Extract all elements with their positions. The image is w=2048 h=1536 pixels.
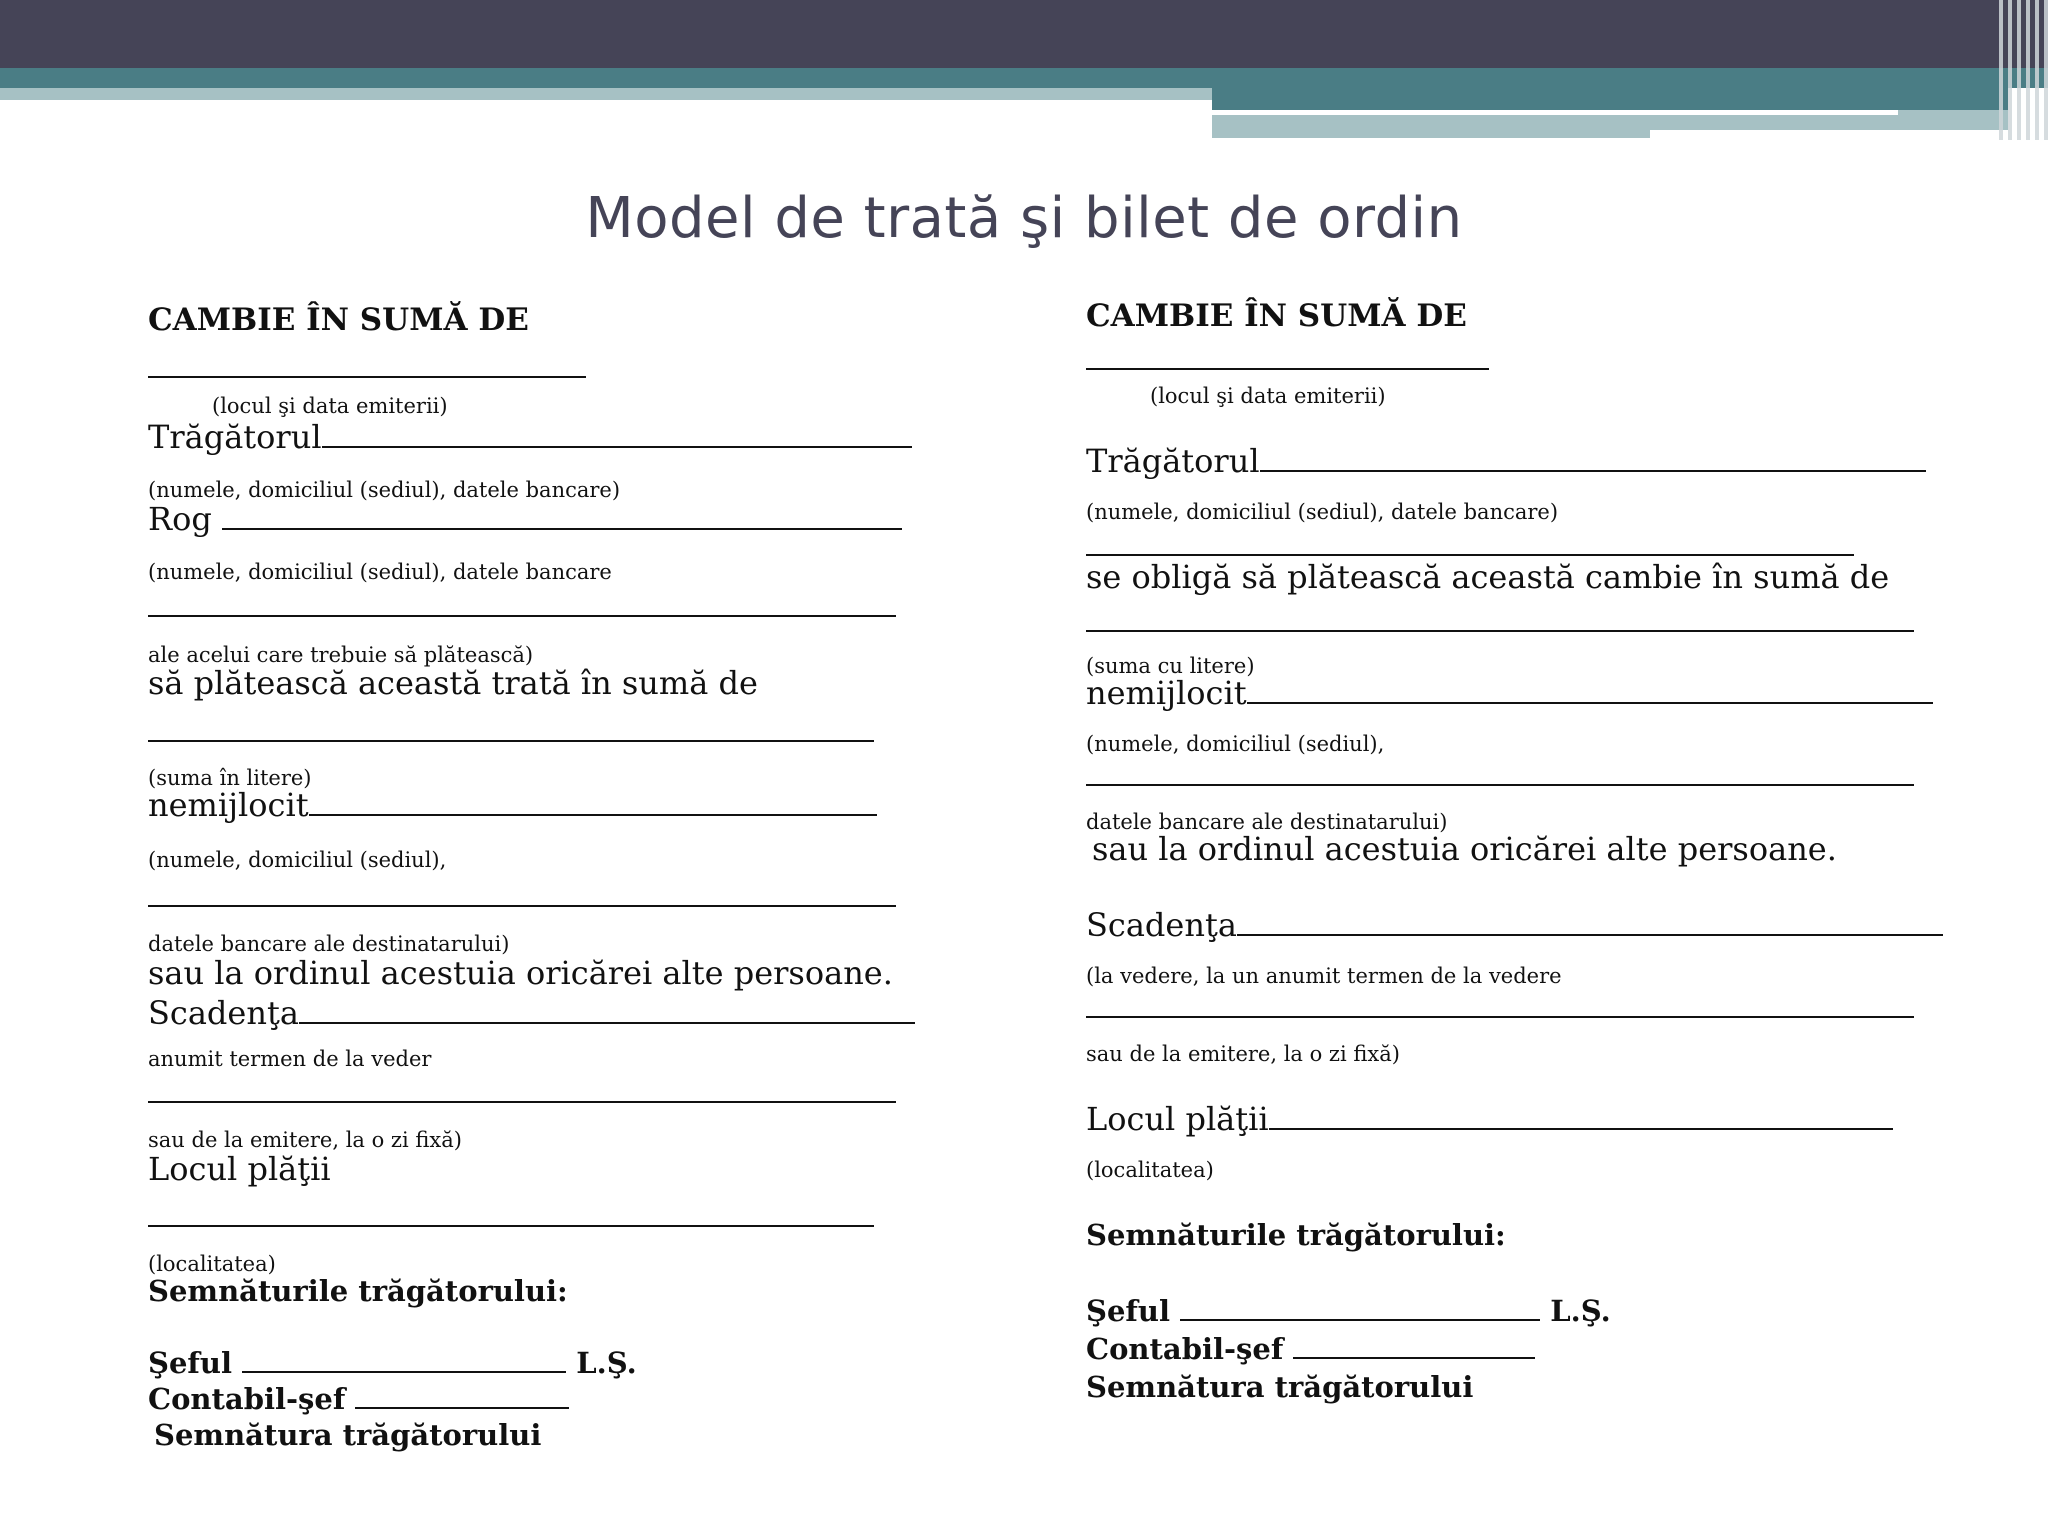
left-amount-line bbox=[148, 740, 874, 742]
header-band-right-teal bbox=[1212, 88, 2008, 110]
left-chief-row bbox=[148, 1346, 637, 1380]
slide-title: Model de trată şi bilet de ordin bbox=[585, 186, 1463, 251]
left-place-label: Locul plăţii bbox=[148, 1150, 331, 1188]
left-payee-hint: (numele, domiciliul (sediul), bbox=[148, 848, 447, 872]
right-place-date-hint: (locul şi data emiterii) bbox=[1150, 384, 1386, 408]
left-drawer-row bbox=[148, 418, 912, 456]
left-payer-hint-2: ale acelui care trebuie să plătească) bbox=[148, 643, 534, 667]
left-rog-label: Rog bbox=[148, 500, 212, 538]
left-drawer-label: Trăgătorul bbox=[148, 418, 322, 456]
right-place-hint: (localitatea) bbox=[1086, 1158, 1214, 1182]
left-drawer-hint: (numele, domiciliul (sediul), datele bancare) bbox=[148, 478, 621, 502]
left-maturity-hint: anumit termen de la veder bbox=[148, 1047, 432, 1071]
right-drawer-field bbox=[1260, 470, 1926, 472]
right-maturity-hint: (la vedere, la un anumit termen de la vedere bbox=[1086, 964, 1562, 988]
left-place-line bbox=[148, 1225, 874, 1227]
left-maturity-line bbox=[148, 1101, 896, 1103]
left-signatures-title: Semnăturile trăgătorului: bbox=[148, 1274, 568, 1308]
header-stripes bbox=[1992, 0, 2048, 140]
left-accountant-field bbox=[355, 1407, 569, 1409]
right-maturity-row bbox=[1086, 906, 1943, 944]
header-band-right-line bbox=[1212, 110, 1898, 115]
right-drawer-hint: (numele, domiciliul (sediul), datele bancare) bbox=[1086, 500, 1559, 524]
left-payer-line bbox=[148, 615, 896, 617]
left-pay-text: să plătească această trată în sumă de bbox=[148, 664, 758, 702]
right-payee-hint: (numele, domiciliul (sediul), bbox=[1086, 732, 1385, 756]
right-maturity-hint-2: sau de la emitere, la o zi fixă) bbox=[1086, 1042, 1400, 1066]
right-direct-row bbox=[1086, 674, 1933, 712]
header-band-teal bbox=[0, 68, 2048, 88]
right-payee-line bbox=[1086, 784, 1914, 786]
right-accountant-row bbox=[1086, 1332, 1535, 1366]
left-rog-row bbox=[148, 500, 902, 538]
right-maturity-label: Scadenţa bbox=[1086, 906, 1237, 944]
left-amount-hint: (suma în litere) bbox=[148, 766, 312, 790]
right-drawer-line bbox=[1086, 554, 1854, 556]
right-amount-hint: (suma cu litere) bbox=[1086, 654, 1255, 678]
right-amount-line bbox=[1086, 630, 1914, 632]
right-heading: CAMBIE ÎN SUMĂ DE bbox=[1086, 298, 1467, 334]
right-direct-label: nemijlocit bbox=[1086, 674, 1247, 712]
left-place-date-hint: (locul şi data emiterii) bbox=[212, 394, 448, 418]
right-accountant-field bbox=[1293, 1357, 1535, 1359]
left-heading: CAMBIE ÎN SUMĂ DE bbox=[148, 302, 529, 338]
right-chief-field bbox=[1180, 1319, 1540, 1321]
right-seal-label: L.Ş. bbox=[1550, 1294, 1611, 1328]
right-obligation-text: se obligă să plătească această cambie în sumă de bbox=[1086, 558, 1890, 596]
right-place-label: Locul plăţii bbox=[1086, 1100, 1269, 1138]
header-band-right-gap bbox=[1650, 130, 2008, 140]
left-place-hint: (localitatea) bbox=[148, 1252, 276, 1276]
left-direct-label: nemijlocit bbox=[148, 786, 309, 824]
left-direct-row bbox=[148, 786, 877, 824]
left-accountant-label: Contabil-şef bbox=[148, 1382, 346, 1416]
left-maturity-field bbox=[299, 1022, 915, 1024]
right-chief-label: Şeful bbox=[1086, 1294, 1170, 1328]
right-maturity-line bbox=[1086, 1016, 1914, 1018]
right-place-field bbox=[1269, 1128, 1893, 1130]
left-drawer-field bbox=[322, 446, 912, 448]
right-drawer-label: Trăgătorul bbox=[1086, 442, 1260, 480]
left-rog-field bbox=[222, 528, 902, 530]
right-accountant-label: Contabil-şef bbox=[1086, 1332, 1284, 1366]
right-drawer-row bbox=[1086, 442, 1926, 480]
left-chief-field bbox=[242, 1371, 566, 1373]
left-order-text: sau la ordinul acestuia oricărei alte persoane. bbox=[148, 954, 893, 992]
right-place-row bbox=[1086, 1100, 1893, 1138]
right-order-text: sau la ordinul acestuia oricărei alte persoane. bbox=[1092, 830, 1837, 868]
header-band-dark bbox=[0, 0, 2048, 68]
left-payer-hint: (numele, domiciliul (sediul), datele bancare bbox=[148, 560, 612, 584]
left-accountant-row bbox=[148, 1382, 569, 1416]
left-maturity-label: Scadenţa bbox=[148, 994, 299, 1032]
right-signatures-title: Semnăturile trăgătorului: bbox=[1086, 1218, 1506, 1252]
right-drawer-signature: Semnătura trăgătorului bbox=[1086, 1370, 1474, 1404]
right-chief-row bbox=[1086, 1294, 1611, 1328]
left-payee-line bbox=[148, 905, 896, 907]
left-maturity-row bbox=[148, 994, 915, 1032]
right-maturity-field bbox=[1237, 934, 1943, 936]
left-maturity-hint-2: sau de la emitere, la o zi fixă) bbox=[148, 1128, 462, 1152]
left-place-date-line bbox=[148, 376, 586, 378]
left-chief-label: Şeful bbox=[148, 1346, 232, 1380]
left-drawer-signature: Semnătura trăgătorului bbox=[154, 1418, 542, 1452]
left-direct-field bbox=[309, 814, 877, 816]
right-direct-field bbox=[1247, 702, 1933, 704]
right-payee-hint-2: datele bancare ale destinatarului) bbox=[1086, 810, 1448, 834]
header-band-light bbox=[0, 88, 1212, 100]
right-place-date-line bbox=[1086, 368, 1489, 370]
left-seal-label: L.Ş. bbox=[576, 1346, 637, 1380]
left-payee-hint-2: datele bancare ale destinatarului) bbox=[148, 932, 510, 956]
